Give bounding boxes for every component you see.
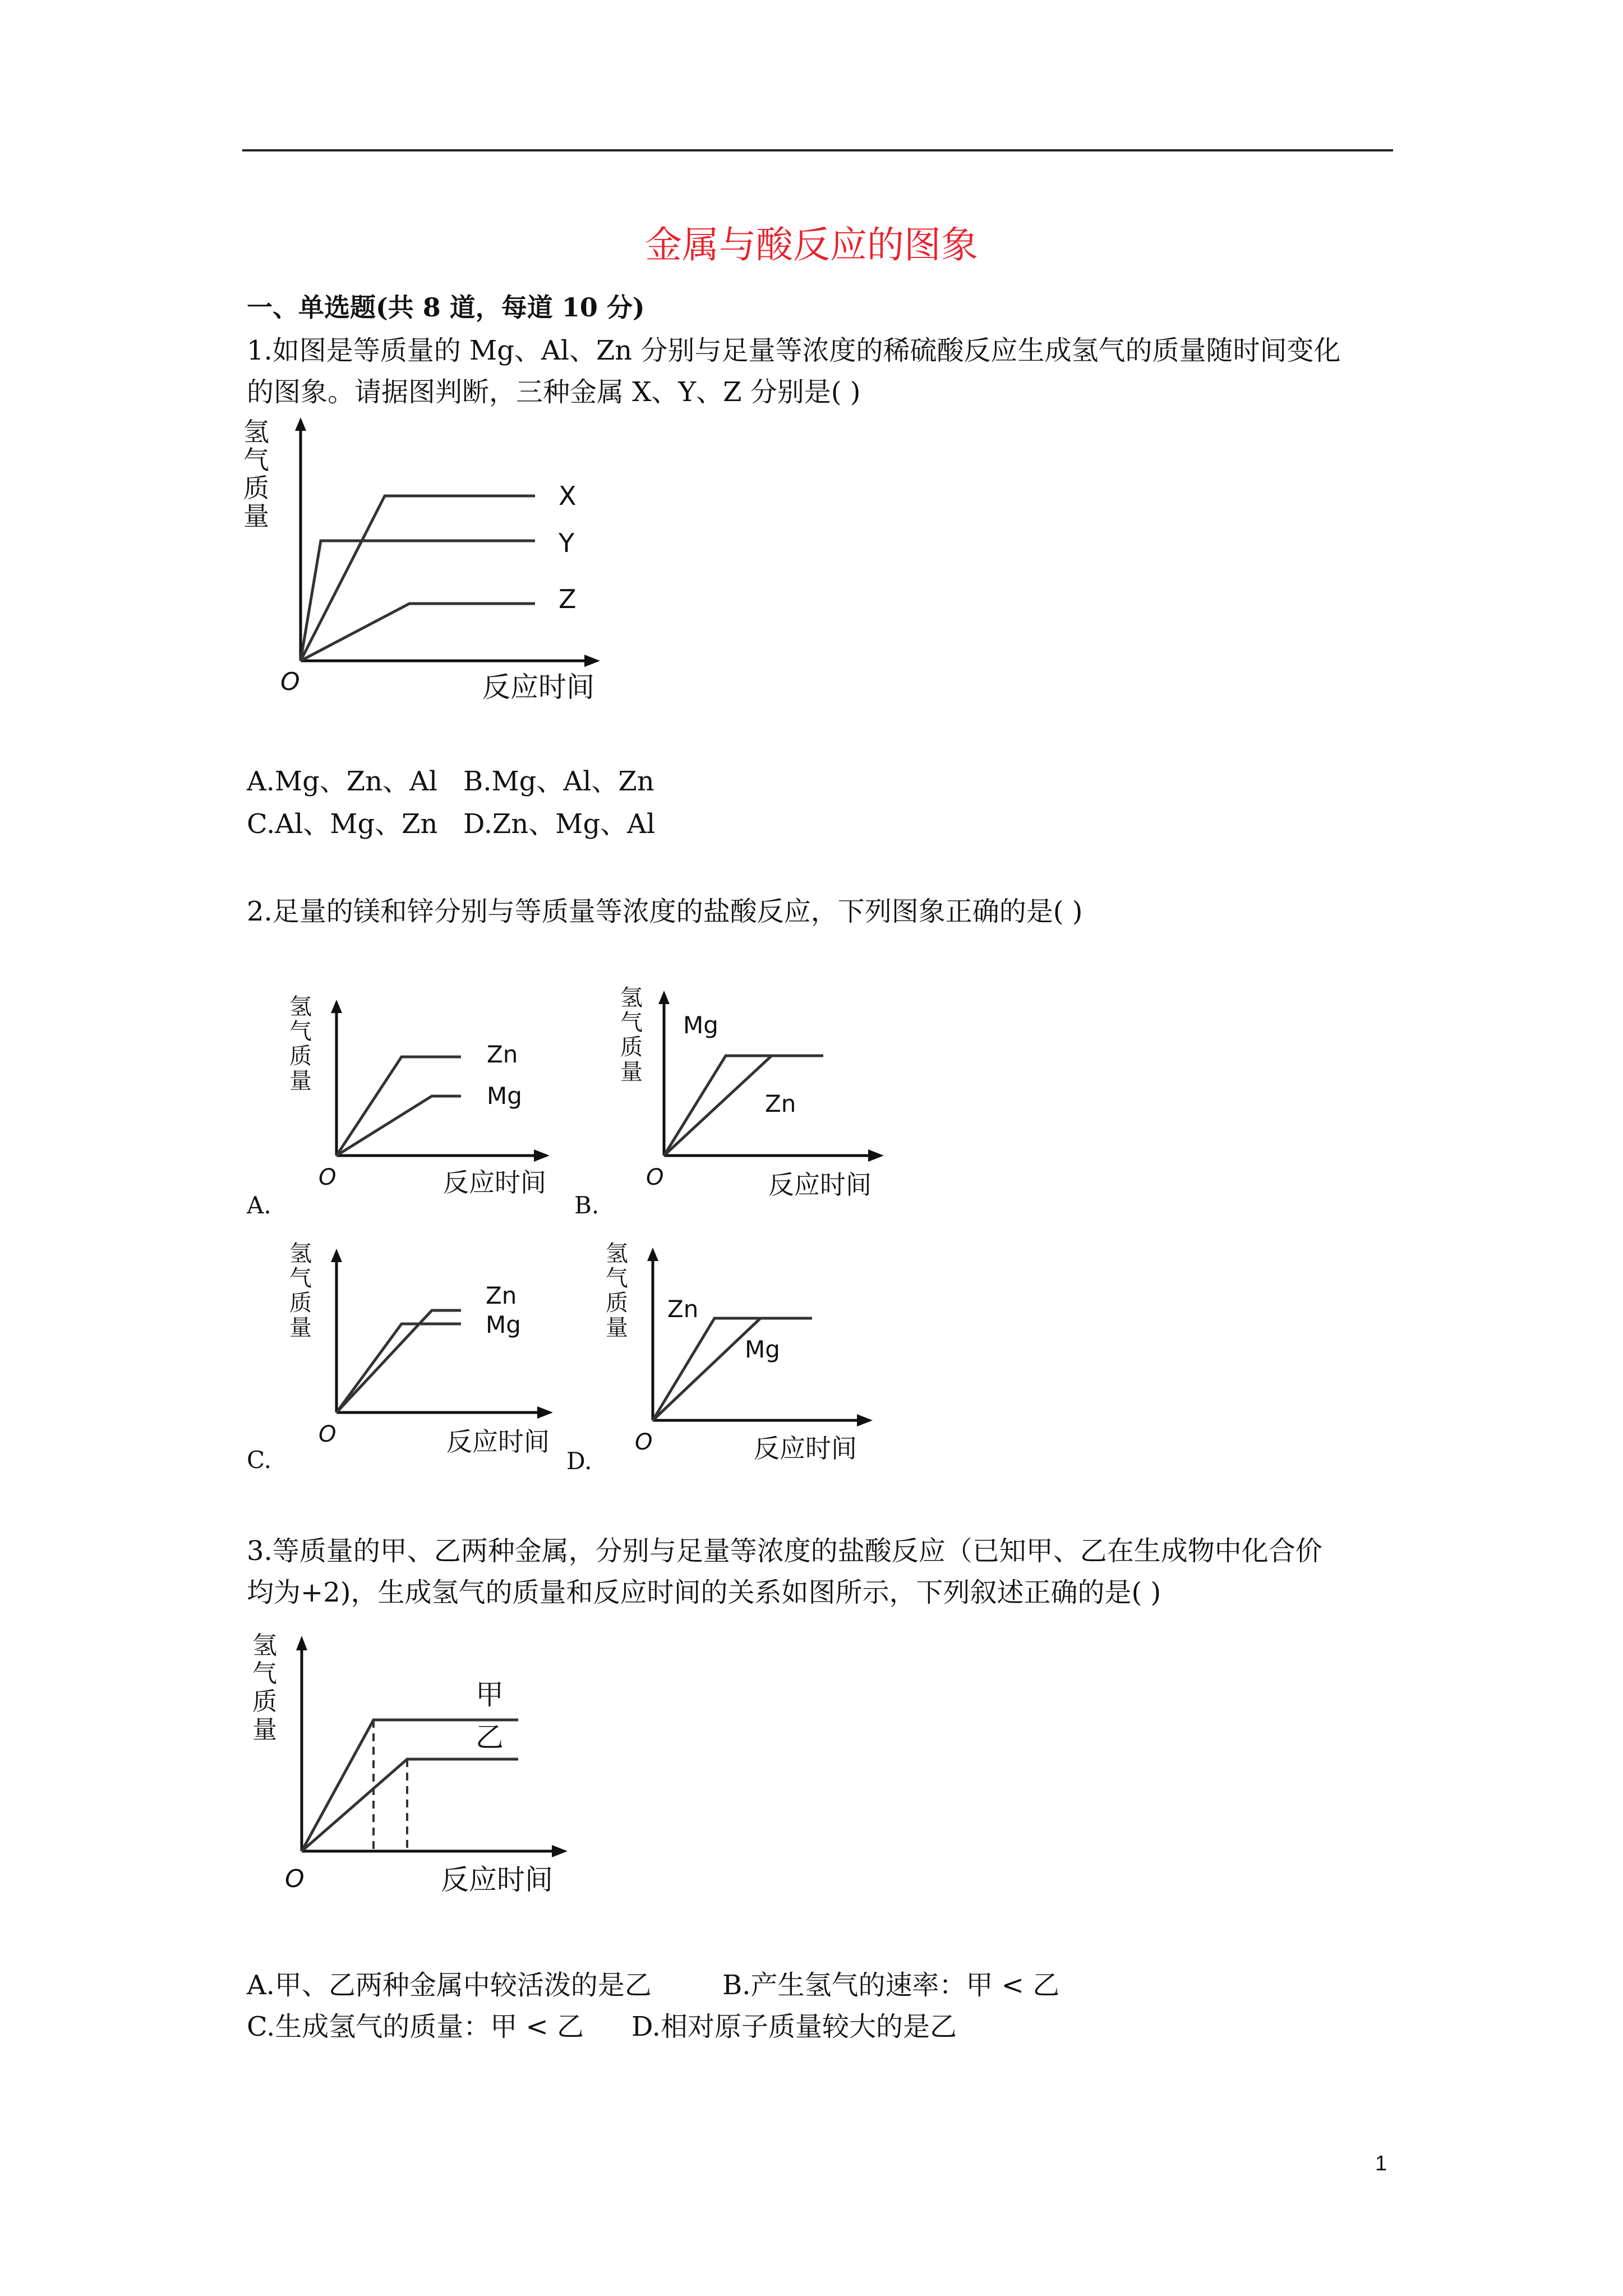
page-number: 1 — [1375, 2152, 1387, 2175]
q1-option-c[interactable]: C.Al、Mg、Zn — [247, 808, 438, 840]
origin-label: O — [319, 1421, 336, 1447]
y-axis-arrow — [296, 1636, 307, 1650]
y-axis-label-2: 气 — [606, 1266, 628, 1291]
y-axis-label-1: 氢 — [252, 1631, 277, 1660]
series-jia-label: 甲 — [476, 1678, 504, 1711]
series-mg-label: Mg — [486, 1311, 521, 1338]
q1-option-d[interactable]: D.Zn、Mg、Al — [463, 808, 656, 840]
q1-graph — [241, 415, 623, 718]
series-mg-label: Mg — [487, 1082, 522, 1110]
y-axis-label-3: 质 — [252, 1687, 277, 1716]
series-zn-label: Zn — [667, 1295, 699, 1323]
y-axis-arrow — [658, 991, 670, 1004]
y-axis-label-1: 氢 — [289, 1241, 312, 1267]
q3-stem-line1: 3.等质量的甲、乙两种金属，分别与足量等浓度的盐酸反应（已知甲、乙在生成物中化合价 — [247, 1535, 1322, 1567]
page-title: 金属与酸反应的图象 — [645, 223, 978, 266]
y-axis-label-3: 质 — [289, 1290, 312, 1316]
q2-graph-c — [280, 1234, 572, 1470]
y-axis-label-4: 量 — [243, 501, 269, 531]
origin-label: O — [280, 668, 300, 696]
q3-option-d[interactable]: D.相对原子质量较大的是乙 — [631, 2011, 957, 2042]
y-axis-label-4: 量 — [606, 1315, 628, 1341]
origin-label: O — [319, 1165, 336, 1190]
y-axis-label-2: 气 — [289, 1266, 312, 1291]
x-axis-label: 反应时间 — [754, 1433, 857, 1464]
x-axis-arrow — [534, 1149, 550, 1162]
y-axis-label-2: 气 — [243, 445, 269, 475]
x-axis-label: 反应时间 — [441, 1864, 553, 1896]
y-axis-label-3: 质 — [620, 1034, 643, 1060]
q2-option-d[interactable]: D. — [566, 1447, 592, 1475]
q3-option-c[interactable]: C.生成氢气的质量：甲 < 乙 — [247, 2011, 584, 2042]
series-z-label: Z — [559, 584, 577, 614]
series-zn-label: Zn — [487, 1041, 518, 1068]
q2-stem: 2.足量的镁和锌分别与等质量等浓度的盐酸反应，下列图象正确的是( ) — [247, 896, 1083, 927]
q2-option-a[interactable]: A. — [247, 1191, 271, 1219]
q2-graph-a — [280, 987, 572, 1223]
y-axis-label-2: 气 — [620, 1010, 643, 1036]
series-y-label: Y — [559, 528, 575, 558]
series-x-line — [301, 496, 535, 661]
series-zn-line — [653, 1318, 812, 1420]
q1-option-b[interactable]: B.Mg、Al、Zn — [463, 766, 654, 797]
y-axis-label-3: 质 — [243, 473, 269, 503]
series-x-label: X — [559, 481, 577, 511]
origin-label: O — [646, 1165, 664, 1190]
q2-option-b[interactable]: B. — [574, 1191, 600, 1219]
origin-label: O — [635, 1429, 653, 1455]
series-z-line — [301, 604, 535, 661]
y-axis-label-1: 氢 — [289, 994, 312, 1020]
q1-option-a[interactable]: A.Mg、Zn、Al — [247, 766, 438, 797]
series-zn-label: Zn — [765, 1090, 796, 1117]
series-zn-label: Zn — [486, 1282, 517, 1309]
q1-stem-line2: 的图象。请据图判断，三种金属 X、Y、Z 分别是( ) — [247, 376, 861, 408]
q3-stem-line2: 均为+2)，生成氢气的质量和反应时间的关系如图所示，下列叙述正确的是( ) — [247, 1577, 1161, 1608]
x-axis-arrow — [584, 655, 600, 667]
y-axis-label-4: 量 — [252, 1715, 277, 1744]
y-axis-arrow — [331, 1000, 342, 1013]
y-axis-label-4: 量 — [289, 1315, 312, 1341]
y-axis-label-1: 氢 — [606, 1241, 628, 1267]
y-axis-label-1: 氢 — [243, 417, 269, 447]
x-axis-label: 反应时间 — [482, 671, 594, 703]
y-axis-label-3: 质 — [606, 1290, 628, 1316]
y-axis-arrow — [295, 417, 306, 431]
header-rule — [242, 149, 1393, 151]
q2-option-c[interactable]: C. — [247, 1446, 271, 1474]
x-axis-arrow — [868, 1149, 884, 1162]
series-mg-label: Mg — [745, 1336, 780, 1363]
y-axis-label-4: 量 — [289, 1068, 312, 1094]
q2-graph-b — [609, 982, 901, 1223]
y-axis-arrow — [647, 1248, 658, 1261]
y-axis-label-4: 量 — [620, 1059, 643, 1085]
q3-option-a[interactable]: A.甲、乙两种金属中较活泼的是乙 — [247, 1970, 652, 2001]
series-yi-line — [302, 1759, 518, 1851]
x-axis-label: 反应时间 — [768, 1170, 872, 1200]
x-axis-arrow — [857, 1414, 873, 1427]
series-zn-line — [336, 1057, 461, 1156]
q3-option-b[interactable]: B.产生氢气的速率：甲 < 乙 — [722, 1970, 1060, 2001]
series-mg-label: Mg — [683, 1011, 718, 1039]
series-mg-line — [664, 1056, 823, 1156]
x-axis-label: 反应时间 — [443, 1167, 546, 1198]
q1-stem-line1: 1.如图是等质量的 Mg、Al、Zn 分别与足量等浓度的稀硫酸反应生成氢气的质量随时间变化 — [247, 335, 1341, 366]
origin-label: O — [285, 1865, 305, 1893]
x-axis-arrow — [537, 1406, 553, 1419]
q3-graph — [241, 1630, 600, 1911]
y-axis-label-3: 质 — [289, 1043, 312, 1069]
x-axis-label: 反应时间 — [446, 1427, 550, 1457]
q2-graph-d — [598, 1237, 889, 1473]
x-axis-arrow — [552, 1845, 568, 1857]
y-axis-label-2: 气 — [289, 1019, 312, 1045]
y-axis-arrow — [331, 1249, 342, 1262]
series-mg-line — [336, 1324, 461, 1412]
series-yi-label: 乙 — [476, 1721, 504, 1754]
section-heading: 一、单选题(共 8 道，每道 10 分) — [247, 292, 645, 323]
y-axis-label-2: 气 — [252, 1659, 277, 1688]
y-axis-label-1: 氢 — [620, 985, 643, 1011]
